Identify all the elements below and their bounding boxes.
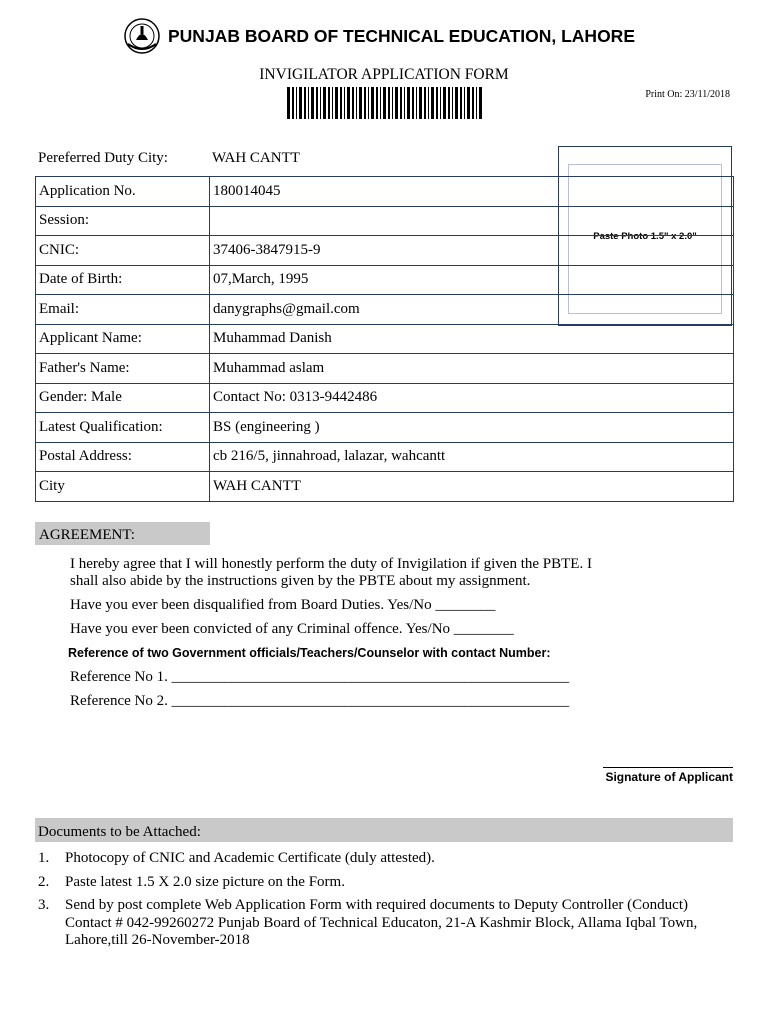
row-label: Email:: [36, 295, 210, 325]
row-label: Father's Name:: [36, 354, 210, 384]
row-value: [210, 206, 734, 236]
row-value: WAH CANTT: [210, 472, 734, 502]
table-row: [36, 442, 734, 472]
list-item-text: Send by post complete Web Application Form with required documents to Deputy Controller (Conduct) Contact # 042-99260272 Punjab Board of Technical Educaton, 21-A Kashmir Block, Allama Iqbal Town, Lahore,till 26-November-2018: [65, 897, 698, 948]
row-label: City: [36, 472, 210, 502]
documents-heading: Documents to be Attached:: [38, 824, 201, 840]
disqualified-question: Have you ever been disqualified from Board Duties. Yes/No ________: [70, 597, 496, 613]
reference-2: Reference No 2. _____________________________________________________: [70, 693, 570, 709]
list-item-number: 2.: [38, 874, 50, 890]
row-label: CNIC:: [36, 236, 210, 266]
preferred-city-label: Pereferred Duty City:: [38, 150, 168, 166]
row-label: Applicant Name:: [36, 324, 210, 354]
table-row: [36, 206, 734, 236]
reference-1: Reference No 1. _____________________________________________________: [70, 669, 570, 685]
row-value: Muhammad aslam: [210, 354, 734, 384]
signature-label: Signature of Applicant: [605, 770, 733, 784]
agreement-heading-bar: [35, 522, 210, 545]
row-value: danygraphs@gmail.com: [210, 295, 734, 325]
list-item-text: Paste latest 1.5 X 2.0 size picture on the Form.: [65, 874, 345, 890]
preferred-city-value: WAH CANTT: [212, 150, 300, 166]
row-value: Contact No: 0313-9442486: [210, 383, 734, 413]
preferred-duty-city: [38, 150, 300, 167]
signature-line: [603, 767, 733, 768]
reference-heading: Reference of two Government officials/Teachers/Counselor with contact Number:: [68, 646, 551, 660]
applicant-info-table: [35, 176, 734, 502]
row-value: 07,March, 1995: [210, 265, 734, 295]
agreement-line-1: I hereby agree that I will honestly perform the duty of Invigilation if given the PBTE. I: [70, 556, 592, 572]
row-label: Postal Address:: [36, 442, 210, 472]
photo-instruction: Paste Photo 1.5" x 2.0": [593, 231, 697, 242]
org-title: PUNJAB BOARD OF TECHNICAL EDUCATION, LAHORE: [168, 26, 635, 46]
list-item-text: Photocopy of CNIC and Academic Certificate (duly attested).: [65, 850, 435, 866]
list-item-number: 1.: [38, 850, 50, 866]
row-label: Latest Qualification:: [36, 413, 210, 443]
row-label: Application No.: [36, 177, 210, 207]
table-row: [36, 177, 734, 207]
row-label: Date of Birth:: [36, 265, 210, 295]
row-label: Session:: [36, 206, 210, 236]
agreement-heading: AGREEMENT:: [39, 527, 135, 543]
table-row: [36, 383, 734, 413]
table-row: [36, 472, 734, 502]
table-row: [36, 413, 734, 443]
table-row: [36, 265, 734, 295]
row-label: Gender: Male: [36, 383, 210, 413]
row-value: Muhammad Danish: [210, 324, 734, 354]
table-row: [36, 236, 734, 266]
documents-heading-bar: [35, 818, 733, 842]
row-value: BS (engineering ): [210, 413, 734, 443]
print-date: Print On: 23/11/2018: [645, 89, 730, 100]
row-value: 180014045: [210, 177, 734, 207]
table-row: [36, 354, 734, 384]
pbte-crest-icon: [122, 16, 162, 56]
barcode-icon: [287, 87, 482, 119]
row-value: cb 216/5, jinnahroad, lalazar, wahcantt: [210, 442, 734, 472]
convicted-question: Have you ever been convicted of any Criminal offence. Yes/No ________: [70, 621, 514, 637]
form-title: INVIGILATOR APPLICATION FORM: [259, 66, 509, 83]
table-row: [36, 324, 734, 354]
list-item-number: 3.: [38, 897, 50, 913]
agreement-line-2: shall also abide by the instructions given by the PBTE about my assignment.: [70, 573, 531, 589]
table-row: [36, 295, 734, 325]
row-value: 37406-3847915-9: [210, 236, 734, 266]
